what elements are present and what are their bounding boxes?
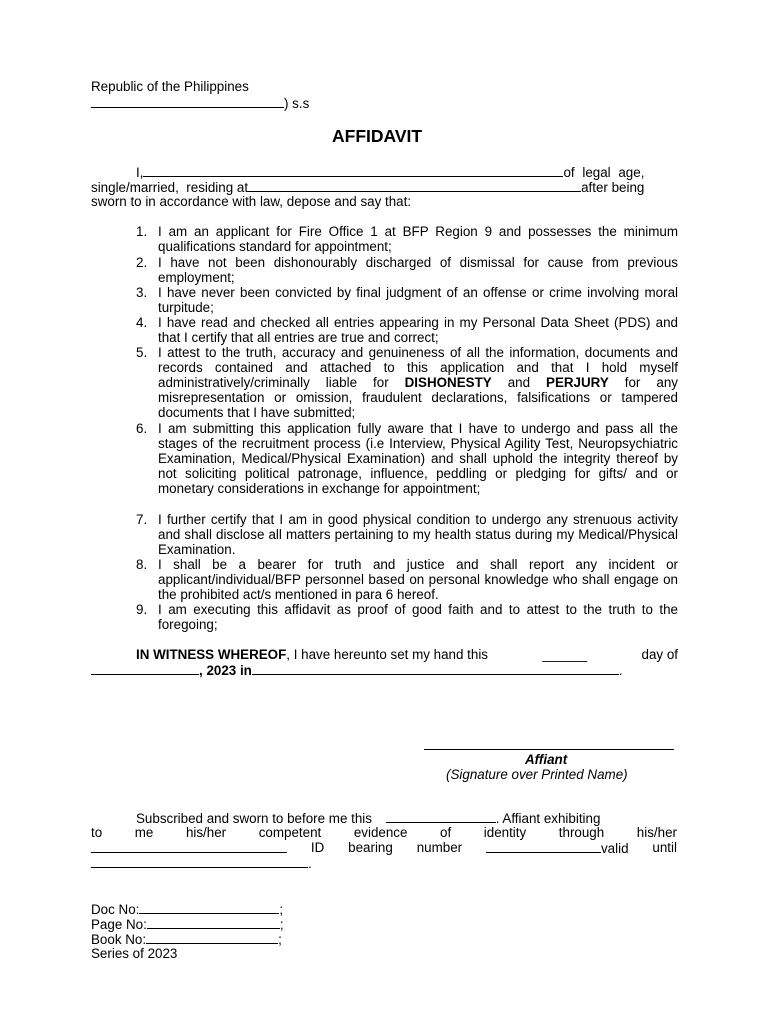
address-blank[interactable] <box>248 179 581 192</box>
page-no-line <box>91 916 284 932</box>
id-number-blank[interactable] <box>486 840 601 853</box>
item-text: I am an applicant for Fire Office 1 at BFP Region 9 and possesses the minimum qualifications standard for appointment; <box>158 224 678 254</box>
item-number: 1. <box>136 224 148 239</box>
item-text-part: for any misrepresentation or omission, fraudulent declarations, falsifications or tampered documents that I have submitted; <box>158 375 678 420</box>
item-text: I shall be a bearer for truth and justice and shall report any incident or applicant/individual/BFP personnel based on personal knowledge who shall engage on the prohibited act/s mentioned in para 6 hereof. <box>158 557 678 602</box>
of-legal-age-label: of legal age, <box>563 165 645 180</box>
signature-line[interactable] <box>424 749 674 750</box>
affiant-exhibiting-text: . Affiant exhibiting <box>495 811 601 826</box>
item-number: 5. <box>136 345 148 360</box>
country-header: Republic of the Philippines <box>91 79 249 94</box>
semicolon: ; <box>279 917 284 932</box>
intro-i: I, <box>136 165 144 180</box>
book-no-line <box>91 931 282 947</box>
item-text: I have not been dishonourably discharged of dismissal for cause from previous employment; <box>158 255 678 285</box>
item-number: 9. <box>136 602 148 617</box>
item-number: 3. <box>136 285 148 300</box>
day-blank[interactable]: ______ <box>542 647 588 662</box>
page-title: AFFIDAVIT <box>332 126 423 146</box>
witness-bold: IN WITNESS WHEREOF <box>136 647 287 662</box>
doc-no-blank[interactable] <box>139 901 279 914</box>
id-label: ID <box>310 840 325 855</box>
period: . <box>308 856 312 871</box>
item-number: 8. <box>136 557 148 572</box>
venue-blank[interactable] <box>91 95 284 108</box>
subscribed-line-1 <box>136 810 600 826</box>
ss-label: ) s.s <box>284 96 310 111</box>
word: me <box>134 825 154 840</box>
subscribed-text: Subscribed and sworn to before me this <box>136 811 372 826</box>
perjury-text: PERJURY <box>546 375 609 390</box>
affiant-label: Affiant <box>525 752 568 767</box>
dishonesty-text: DISHONESTY <box>404 375 492 390</box>
number-label: number <box>416 840 463 855</box>
name-blank[interactable] <box>143 164 563 177</box>
after-being-label: after being <box>581 180 645 195</box>
subscribed-line-3 <box>91 840 677 856</box>
book-no-blank[interactable] <box>146 931 278 944</box>
item-number: 4. <box>136 315 148 330</box>
date-blank[interactable] <box>386 810 496 823</box>
item-text: I have read and checked all entries appearing in my Personal Data Sheet (PDS) and that I certify that all entries are true and correct; <box>158 315 678 345</box>
validity-blank[interactable] <box>91 855 308 868</box>
word: through <box>558 825 605 840</box>
word: of <box>440 825 452 840</box>
subscribed-line-4 <box>91 855 312 871</box>
item-text: I have never been convicted by final judgment of an offense or crime involving moral turpitude; <box>158 285 678 315</box>
word: competent <box>258 825 322 840</box>
venue-line <box>91 95 309 111</box>
semicolon: ; <box>279 902 284 917</box>
item-text-part: I attest to the truth, accuracy and genuineness of all the information, documents and records contained and attached to this application and that I hold myself administratively/criminally liable for <box>158 345 678 390</box>
page-no-blank[interactable] <box>147 916 280 929</box>
witness-line-2 <box>91 662 623 678</box>
single-married-label: single/married, <box>91 180 179 195</box>
word: to <box>91 825 103 840</box>
series-label: Series of 2023 <box>91 946 178 961</box>
item-number: 7. <box>136 512 148 527</box>
doc-no-label: Doc No: <box>91 902 140 917</box>
word: identity <box>483 825 527 840</box>
until-label: until <box>652 840 677 855</box>
subscribed-line-2 <box>91 825 677 840</box>
item-text: I further certify that I am in good physical condition to undergo any strenuous activity and shall disclose all matters pertaining to my health status during my Medical/Physical Examination. <box>158 512 678 557</box>
item-number: 2. <box>136 255 148 270</box>
year-label: , 2023 in <box>199 663 252 678</box>
item-text: I am submitting this application fully aware that I have to undergo and pass all the stages of the recruitment process (i.e Interview, Physical Agility Test, Neuropsychiatric Examination, Medical/Physical Examination) and shall uphold the integrity thereof by not soliciting political patronage, influence, peddling or pledging for gifts/ and or monetary considerations in exchange for appointment; <box>158 421 678 496</box>
period: . <box>618 663 623 678</box>
valid-label: valid <box>600 841 629 856</box>
residing-at-label: residing at <box>186 180 249 195</box>
intro-line-2 <box>91 179 644 195</box>
item-text <box>158 345 678 420</box>
doc-no-line <box>91 901 283 917</box>
item-text: I am executing this affidavit as proof of good faith and to attest to the truth to the foregoing; <box>158 602 678 632</box>
month-blank[interactable] <box>91 662 199 675</box>
and-text: and <box>507 375 531 390</box>
word: his/her <box>185 825 227 840</box>
id-type-blank[interactable] <box>91 840 287 853</box>
place-blank[interactable] <box>252 662 619 675</box>
intro-line-1 <box>136 164 644 180</box>
item-number: 6. <box>136 421 148 436</box>
book-no-label: Book No: <box>91 932 147 947</box>
witness-text: , I have hereunto set my hand this <box>286 647 489 662</box>
bearing-label: bearing <box>348 840 393 855</box>
day-of-label: day of <box>641 647 678 662</box>
witness-line-1 <box>136 647 678 662</box>
word: evidence <box>353 825 408 840</box>
page-no-label: Page No: <box>91 917 147 932</box>
intro-line-3: sworn to in accordance with law, depose and say that: <box>91 194 412 209</box>
word: his/her <box>636 825 677 840</box>
signature-note: (Signature over Printed Name) <box>446 767 628 782</box>
semicolon: ; <box>278 932 282 947</box>
